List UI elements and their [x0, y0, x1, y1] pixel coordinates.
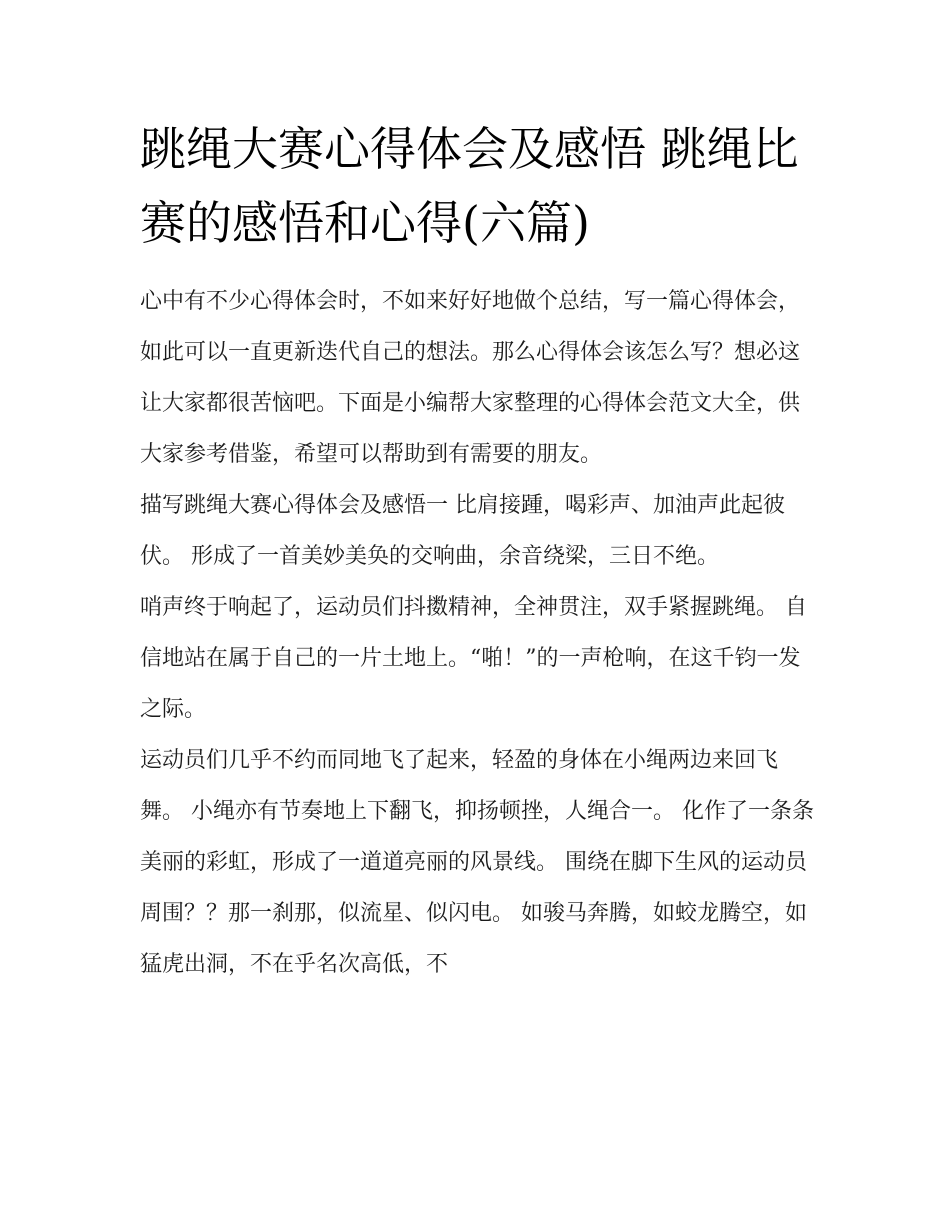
- paragraph-intro: 心中有不少心得体会时，不如来好好地做个总结，写一篇心得体会，如此可以一直更新迭代自己的想法。那么心得体会该怎么写？想必这让大家都很苦恼吧。下面是小编帮大家整理的心得体会范文大全，供大家参考借鉴，希望可以帮助到有需要的朋友。: [140, 289, 801, 467]
- paragraph-2: 哨声终于响起了，运动员们抖擞精神，全神贯注，双手紧握跳绳。 自信地站在属于自己的一片土地上。“啪！”的一声枪响，在这千钧一发之际。: [140, 595, 807, 722]
- document-title: 跳绳大赛心得体会及感悟 跳绳比赛的感悟和心得(六篇): [140, 122, 799, 250]
- paragraph-1: 描写跳绳大赛心得体会及感悟一 比肩接踵，喝彩声、加油声此起彼伏。 形成了一首美妙美奂的交响曲，余音绕梁，三日不绝。: [140, 493, 785, 569]
- paragraph-3: 运动员们几乎不约而同地飞了起来，轻盈的身体在小绳两边来回飞舞。 小绳亦有节奏地上下翻飞，抑扬顿挫，人绳合一。 化作了一条条美丽的彩虹，形成了一道道亮丽的风景线。 围绕在脚下生风的运动员周围？？那一刹那，似流星、似闪电。 如骏马奔腾，如蛟龙腾空，如猛虎出洞，不在乎名次高低，不: [140, 748, 814, 977]
- document-body: [140, 112, 820, 990]
